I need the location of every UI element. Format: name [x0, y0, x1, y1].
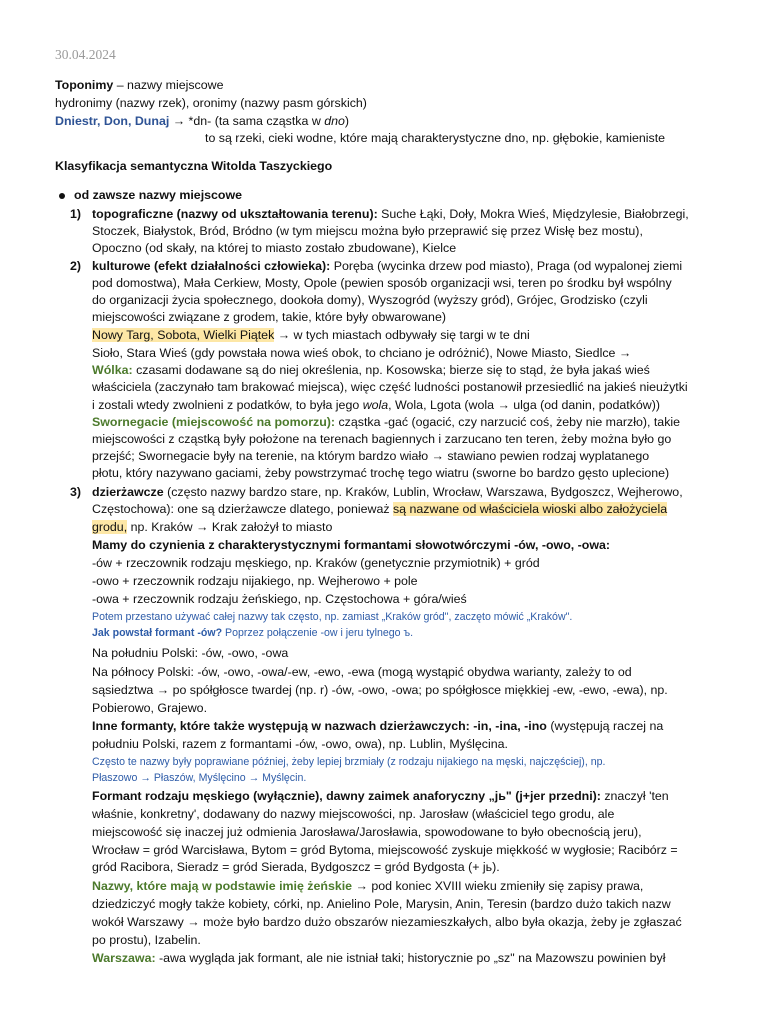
- item-1-line-1: topograficzne (nazwy od ukształtowania terenu): Suche Łąki, Doły, Mokra Wieś, Międzylesie, Białobrzegi,: [92, 207, 689, 221]
- south-line: Na południu Polski: -ów, -owo, -owa: [92, 646, 289, 660]
- warszawa-term: Warszawa:: [92, 951, 156, 965]
- north-line-3: Pobierowo, Grajewo.: [92, 701, 208, 715]
- masculine-formant-2: właśnie, konkretny', dodawany do nazwy miejscowości, np. Jarosław (właściciel tego grodu, ale: [92, 807, 615, 821]
- note-krakow: Potem przestano używać całej nazwy tak często, np. zamiast „Kraków gród", zaczęto mówić „Kraków".: [92, 611, 573, 623]
- feminine-names-3: wokół Warszawy → może było bardzo dużo obszarów niezamieszkałych, albo była okazja, żeby je zgłaszać: [92, 915, 682, 929]
- formant-owa: -owa + rzeczownik rodzaju żeńskiego, np. Częstochowa + góra/wieś: [92, 592, 467, 606]
- item-3-line-1: dzierżawcze (często nazwy bardzo stare, np. Kraków, Lublin, Wrocław, Warszawa, Bydgoszcz, Wejherowo,: [92, 485, 683, 499]
- item-2-line-7: Wólka: czasami dodawane są do niej określenia, np. Kosowska; bierze się to stąd, że była jakaś wieś: [92, 363, 650, 377]
- item-1-number: 1): [70, 207, 82, 221]
- highlight-targ: Nowy Targ, Sobota, Wielki Piątek: [92, 328, 275, 342]
- formant-ow: -ów + rzeczownik rodzaju męskiego, np. Kraków (genetycznie przymiotnik) + gród: [92, 556, 540, 570]
- item-2-number: 2): [70, 259, 82, 273]
- other-formants-2: południu Polski, razem z formantami -ów, -owo, owa), np. Lublin, Myślęcina.: [92, 737, 508, 751]
- wolka-term: Wólka:: [92, 363, 133, 377]
- intro-line-1: Toponimy – nazwy miejscowe: [55, 78, 224, 92]
- bullet-dot: [59, 193, 65, 199]
- item-2-line-9: i zostali wtedy zwolnieni z podatków, to była jego wola, Wola, Lgota (wola → ulga (od danin, podatków)): [92, 398, 660, 412]
- feminine-names-term: Nazwy, które mają w podstawie imię żeńskie: [92, 879, 353, 893]
- north-line-1: Na północy Polski: -ów, -owo, -owa/-ew, -ewo, -ewa (mogą wystąpić obydwa warianty, zależy to od: [92, 665, 632, 679]
- swornegacie-term: Swornegacie (miejscowość na pomorzu):: [92, 415, 336, 429]
- bullet-title: od zawsze nazwy miejscowe: [74, 188, 243, 202]
- north-line-2: sąsiedztwa → po spółgłosce twardej (np. r) -ów, -owo, -owa; po spółgłosce miękkiej -ew, -ewo, -ewa), np.: [92, 683, 668, 697]
- rivers-names: Dniestr, Don, Dunaj: [55, 114, 170, 128]
- warszawa-line: Warszawa: -awa wygląda jak formant, ale nie istniał taki; historycznie po „sz" na Mazowszu powinien był: [92, 951, 666, 965]
- item-3-line-2: Częstochowa): one są dzierżawcze dlatego, ponieważ są nazwane od właściciela wioski albo założyciela: [92, 502, 668, 516]
- masculine-formant-1: Formant rodzaju męskiego (wyłącznie), dawny zaimek anaforyczny „jь" (j+jer przedni): znaczył 'ten: [92, 789, 669, 803]
- masculine-formant-5: gród Racibora, Sieradz = gród Sierada, Bydgoszcz = gród Bydgosta (+ jь).: [92, 860, 500, 874]
- item-3-line-3: grodu, np. Kraków → Krak założył to miasto: [92, 520, 333, 534]
- item-1-line-2: Stoczek, Białystok, Bród, Bródno (w tym miejscu można było przeprawić się przez Wisłę bez mostu),: [92, 224, 643, 238]
- toponimy-term: Toponimy: [55, 78, 114, 92]
- item-2-line-11: miejscowości z cząstką były położone na terenach bagiennych i zarzucano ten teren, żeby można było go: [92, 432, 672, 446]
- note-corrections-2: Płaszowo → Płaszów, Myślęcino → Myślęcin.: [92, 772, 307, 784]
- item-2-line-10: Swornegacie (miejscowość na pomorzu): cząstka -gać (ogacić, czy narzucić coś, żeby nie marzło), takie: [92, 415, 681, 429]
- intro-line-4: to są rzeki, cieki wodne, które mają charakterystyczne dno, np. głębokie, kamieniste: [205, 131, 666, 145]
- item-2-line-8: właściciela (zaczynało tam brakować miejsca), więc część ludności postanowił przesiedlić na jakieś nieużytki: [92, 380, 688, 394]
- item-2-line-2: pod domostwa), Mała Cerkiew, Mosty, Opole (pewien sposób organizacji wsi, teren po środku był wspólny: [92, 276, 672, 290]
- formant-owo: -owo + rzeczownik rodzaju nijakiego, np. Wejherowo + pole: [92, 574, 418, 588]
- item-2-line-6: Sioło, Stara Wieś (gdy powstała nowa wieś obok, to chciano je odróżnić), Nowe Miasto, Siedlce →: [92, 346, 632, 360]
- intro-line-2: hydronimy (nazwy rzek), oronimy (nazwy pasm górskich): [55, 96, 367, 110]
- feminine-names-2: dziedziczyć mogły także kobiety, córki, np. Anielino Pole, Marysin, Anin, Teresin (bardzo dużo takich nazw: [92, 897, 671, 911]
- item-2-line-3: do organizacji życia społecznego, dookoła domy), Wyszogród (wyższy gród), Grójec, Grodzisko (czyli: [92, 293, 648, 307]
- note-corrections-1: Często te nazwy były poprawiane później, żeby lepiej brzmiały (z rodzaju nijakiego na męski, najczęściej), np.: [92, 756, 606, 768]
- feminine-names-4: po prostu), Izabelin.: [92, 933, 201, 947]
- item-2-line-12: przejść; Swornegacie były na terenie, na którym bardzo wiało → stawiano pewien rodzaj wyplatanego: [92, 449, 650, 463]
- item-3-number: 3): [70, 485, 82, 499]
- masculine-formant-4: Wrocław = gród Warcisława, Bytom = gród Bytoma, miejscowość zyskuje miękkość w wygłosie; Racibórz =: [92, 843, 678, 857]
- other-formants-1: Inne formanty, które także występują w nazwach dzierżawczych: -in, -ina, -ino (występują raczej na: [92, 719, 664, 733]
- formants-heading: Mamy do czynienia z charakterystycznymi formantami słowotwórczymi -ów, -owo, -owa:: [92, 538, 610, 552]
- item-2-line-5: Nowy Targ, Sobota, Wielki Piątek → w tych miastach odbywały się targi w te dni: [92, 328, 530, 342]
- note-formant-ow: Jak powstał formant -ów? Poprzez połączenie -ow i jeru tylnego ъ.: [92, 627, 414, 639]
- feminine-names-1: Nazwy, które mają w podstawie imię żeńskie → pod koniec XVIII wieku zmieniły się zapisy prawa,: [92, 879, 644, 893]
- item-1-line-3: Opoczno (od skały, na której to miasto zostało zbudowane), Kielce: [92, 241, 457, 255]
- section-heading: Klasyfikacja semantyczna Witolda Taszyckiego: [55, 159, 333, 173]
- masculine-formant-3: miejscowość się inaczej już odmienia Jarosława/Jarosławia, spowodowane to było obecnością jeru),: [92, 825, 642, 839]
- intro-line-3: Dniestr, Don, Dunaj → *dn- (ta sama cząstka w dno): [55, 114, 350, 128]
- item-2-line-4: miejscowości związane z grodem, takie, które były obwarowane): [92, 310, 446, 324]
- item-2-line-1: kulturowe (efekt działalności człowieka): Poręba (wycinka drzew pod miasto), Praga (od wypalonej ziemi: [92, 259, 683, 273]
- date: 30.04.2024: [55, 47, 116, 62]
- item-2-line-13: płotu, który nazywano gaciami, żeby powstrzymać trochę tego wiatru (sworne bo bardzo gęsto uplecione): [92, 466, 670, 480]
- highlight-owner: są nazwane od właściciela wioski albo założyciela: [392, 502, 668, 516]
